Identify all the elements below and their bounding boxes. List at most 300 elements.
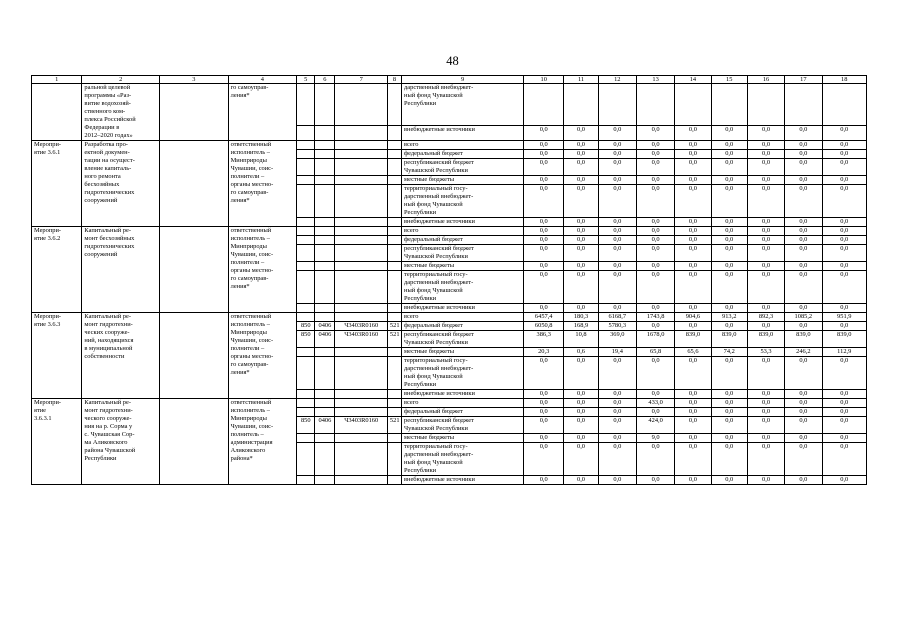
year-value-cell: 0,0 — [747, 176, 784, 185]
year-value-cell: 0,0 — [636, 271, 674, 304]
empty-cell — [160, 227, 229, 313]
year-value-cell: 0,0 — [747, 227, 784, 236]
column-number: 16 — [747, 76, 784, 84]
year-value-cell: 904,6 — [675, 313, 711, 322]
section-code-cell — [315, 185, 335, 218]
funding-source-cell: федеральный бюджет — [402, 322, 524, 331]
year-value-cell: 0,0 — [822, 245, 867, 262]
year-value-cell: 0,0 — [822, 271, 867, 304]
year-value-cell: 6457,4 — [524, 313, 564, 322]
year-value-cell: 0,0 — [747, 141, 784, 150]
year-value-cell — [675, 84, 711, 126]
measure-name-cell: Капитальный ре- монт гидротехни- ческого сооруже- ния на р. Сорма у с. Чувашская Сор- ма Аликовского района Чувашской Республики — [82, 399, 160, 485]
year-value-cell: 0,0 — [747, 159, 784, 176]
year-value-cell: 0,6 — [564, 348, 598, 357]
grbs-code-cell — [297, 434, 315, 443]
target-item-code-cell: Ч3403R0160 — [335, 322, 387, 331]
year-value-cell: 0,0 — [747, 434, 784, 443]
expense-type-code-cell — [387, 408, 401, 417]
year-value-cell: 0,0 — [675, 150, 711, 159]
year-value-cell — [822, 84, 867, 126]
year-value-cell: 0,0 — [636, 185, 674, 218]
responsible-executor-cell: ответственный исполнитель – Минприроды Чувашии, соис- полнители – органы местно- го самоуправ- ления* — [228, 227, 297, 313]
funding-source-cell: местные бюджеты — [402, 262, 524, 271]
year-value-cell: 0,0 — [747, 262, 784, 271]
year-value-cell: 74,2 — [711, 348, 747, 357]
target-item-code-cell — [335, 150, 387, 159]
expense-type-code-cell — [387, 159, 401, 176]
section-code-cell — [315, 218, 335, 227]
grbs-code-cell — [297, 476, 315, 485]
funding-source-cell: местные бюджеты — [402, 176, 524, 185]
year-value-cell: 0,0 — [598, 304, 636, 313]
year-value-cell: 839,0 — [747, 331, 784, 348]
expense-type-code-cell — [387, 262, 401, 271]
grbs-code-cell — [297, 357, 315, 390]
section-code-cell — [315, 271, 335, 304]
year-value-cell: 0,0 — [747, 408, 784, 417]
year-value-cell: 0,0 — [675, 227, 711, 236]
year-value-cell: 0,0 — [711, 304, 747, 313]
target-item-code-cell: Ч3403R0160 — [335, 417, 387, 434]
year-value-cell: 0,0 — [524, 141, 564, 150]
expense-type-code-cell — [387, 304, 401, 313]
expense-type-code-cell — [387, 357, 401, 390]
section-code-cell — [315, 399, 335, 408]
year-value-cell: 0,0 — [636, 262, 674, 271]
year-value-cell: 0,0 — [524, 271, 564, 304]
target-item-code-cell — [335, 313, 387, 322]
year-value-cell: 6050,8 — [524, 322, 564, 331]
responsible-executor-cell: го самоуправ- ления* — [228, 84, 297, 141]
year-value-cell: 0,0 — [711, 357, 747, 390]
expense-type-code-cell — [387, 390, 401, 399]
funding-source-cell: всего — [402, 227, 524, 236]
year-value-cell: 0,0 — [785, 357, 822, 390]
column-number: 14 — [675, 76, 711, 84]
year-value-cell: 0,0 — [822, 159, 867, 176]
budget-table — [31, 75, 867, 485]
section-code-cell — [315, 150, 335, 159]
grbs-code-cell — [297, 271, 315, 304]
section-code-cell — [315, 141, 335, 150]
year-value-cell: 0,0 — [564, 408, 598, 417]
year-value-cell: 0,0 — [785, 125, 822, 140]
year-value-cell: 0,0 — [822, 125, 867, 140]
year-value-cell: 0,0 — [822, 390, 867, 399]
year-value-cell: 0,0 — [598, 262, 636, 271]
target-item-code-cell — [335, 443, 387, 476]
expense-type-code-cell — [387, 443, 401, 476]
year-value-cell: 0,0 — [675, 476, 711, 485]
empty-cell — [160, 84, 229, 141]
year-value-cell: 0,0 — [785, 322, 822, 331]
target-item-code-cell — [335, 434, 387, 443]
expense-type-code-cell: 521 — [387, 417, 401, 434]
year-value-cell: 386,3 — [524, 331, 564, 348]
year-value-cell: 0,0 — [564, 159, 598, 176]
expense-type-code-cell: 521 — [387, 331, 401, 348]
year-value-cell: 0,0 — [598, 399, 636, 408]
expense-type-code-cell — [387, 434, 401, 443]
expense-type-code-cell: 521 — [387, 322, 401, 331]
grbs-code-cell — [297, 227, 315, 236]
year-value-cell — [785, 84, 822, 126]
expense-type-code-cell — [387, 476, 401, 485]
section-code-cell — [315, 262, 335, 271]
year-value-cell: 0,0 — [822, 357, 867, 390]
year-value-cell: 0,0 — [785, 417, 822, 434]
year-value-cell: 0,0 — [711, 262, 747, 271]
year-value-cell: 0,0 — [564, 185, 598, 218]
year-value-cell: 0,0 — [785, 390, 822, 399]
grbs-code-cell — [297, 218, 315, 227]
year-value-cell: 168,9 — [564, 322, 598, 331]
funding-source-cell: республиканский бюджет Чувашской Республики — [402, 245, 524, 262]
year-value-cell: 65,6 — [675, 348, 711, 357]
year-value-cell: 0,0 — [524, 357, 564, 390]
year-value-cell: 0,0 — [785, 176, 822, 185]
year-value-cell: 0,0 — [822, 304, 867, 313]
year-value-cell: 0,0 — [675, 125, 711, 140]
year-value-cell: 0,0 — [524, 476, 564, 485]
year-value-cell: 0,0 — [598, 176, 636, 185]
section-code-cell — [315, 84, 335, 126]
year-value-cell: 0,0 — [785, 443, 822, 476]
year-value-cell: 0,0 — [675, 322, 711, 331]
funding-source-cell: федеральный бюджет — [402, 408, 524, 417]
year-value-cell: 0,0 — [636, 176, 674, 185]
target-item-code-cell — [335, 399, 387, 408]
year-value-cell: 0,0 — [598, 159, 636, 176]
target-item-code-cell — [335, 476, 387, 485]
section-code-cell: 0406 — [315, 322, 335, 331]
grbs-code-cell — [297, 390, 315, 399]
expense-type-code-cell — [387, 150, 401, 159]
column-number: 9 — [402, 76, 524, 84]
year-value-cell: 0,0 — [564, 434, 598, 443]
expense-type-code-cell — [387, 227, 401, 236]
section-code-cell — [315, 348, 335, 357]
grbs-code-cell — [297, 443, 315, 476]
expense-type-code-cell — [387, 218, 401, 227]
year-value-cell: 0,0 — [524, 218, 564, 227]
year-value-cell: 0,0 — [785, 236, 822, 245]
year-value-cell: 0,0 — [636, 141, 674, 150]
grbs-code-cell — [297, 262, 315, 271]
year-value-cell: 0,0 — [598, 125, 636, 140]
year-value-cell: 0,0 — [711, 185, 747, 218]
section-code-cell — [315, 476, 335, 485]
expense-type-code-cell — [387, 271, 401, 304]
year-value-cell: 0,0 — [524, 176, 564, 185]
year-value-cell: 0,0 — [675, 141, 711, 150]
column-number: 11 — [564, 76, 598, 84]
year-value-cell: 0,0 — [636, 322, 674, 331]
year-value-cell: 0,0 — [822, 227, 867, 236]
year-value-cell: 0,0 — [822, 218, 867, 227]
year-value-cell: 0,0 — [524, 185, 564, 218]
year-value-cell: 0,0 — [636, 304, 674, 313]
funding-source-cell: внебюджетные источники — [402, 125, 524, 140]
funding-source-cell: федеральный бюджет — [402, 150, 524, 159]
funding-source-cell: территориальный госу- дарственный внебюджет- ный фонд Чувашской Республики — [402, 271, 524, 304]
year-value-cell: 0,0 — [675, 434, 711, 443]
year-value-cell: 0,0 — [598, 443, 636, 476]
year-value-cell: 0,0 — [636, 408, 674, 417]
year-value-cell: 0,0 — [785, 141, 822, 150]
year-value-cell: 839,0 — [675, 331, 711, 348]
section-code-cell — [315, 304, 335, 313]
year-value-cell: 0,0 — [564, 125, 598, 140]
section-code-cell — [315, 313, 335, 322]
year-value-cell: 0,0 — [636, 218, 674, 227]
grbs-code-cell — [297, 348, 315, 357]
target-item-code-cell — [335, 304, 387, 313]
measure-name-cell: Разработка про- ектной докумен- тации на осущест- вление капиталь- ного ремонта бесхозяйных гидротехнических сооружений — [82, 141, 160, 227]
year-value-cell: 0,0 — [564, 357, 598, 390]
column-number: 12 — [598, 76, 636, 84]
year-value-cell: 0,0 — [675, 390, 711, 399]
measure-number-cell — [32, 84, 82, 141]
year-value-cell: 0,0 — [675, 245, 711, 262]
year-value-cell: 0,0 — [747, 357, 784, 390]
target-item-code-cell — [335, 271, 387, 304]
year-value-cell: 0,0 — [564, 245, 598, 262]
year-value-cell: 0,0 — [822, 434, 867, 443]
funding-source-cell: республиканский бюджет Чувашской Республики — [402, 417, 524, 434]
funding-source-cell: всего — [402, 141, 524, 150]
year-value-cell: 0,0 — [747, 245, 784, 262]
year-value-cell: 0,0 — [636, 390, 674, 399]
year-value-cell — [524, 84, 564, 126]
year-value-cell: 0,0 — [822, 443, 867, 476]
year-value-cell: 0,0 — [711, 399, 747, 408]
year-value-cell: 0,0 — [636, 236, 674, 245]
funding-source-cell: местные бюджеты — [402, 434, 524, 443]
year-value-cell: 0,0 — [598, 218, 636, 227]
year-value-cell: 0,0 — [822, 141, 867, 150]
year-value-cell: 0,0 — [711, 141, 747, 150]
year-value-cell: 0,0 — [524, 227, 564, 236]
year-value-cell: 0,0 — [598, 141, 636, 150]
funding-source-cell: всего — [402, 313, 524, 322]
target-item-code-cell — [335, 141, 387, 150]
year-value-cell: 913,2 — [711, 313, 747, 322]
target-item-code-cell — [335, 227, 387, 236]
expense-type-code-cell — [387, 185, 401, 218]
grbs-code-cell — [297, 185, 315, 218]
responsible-executor-cell: ответственный исполнитель – Минприроды Чувашии, соис- полнители – органы местно- го самоуправ- ления* — [228, 313, 297, 399]
year-value-cell: 112,9 — [822, 348, 867, 357]
funding-source-cell: республиканский бюджет Чувашской Республики — [402, 159, 524, 176]
year-value-cell — [711, 84, 747, 126]
year-value-cell: 0,0 — [711, 218, 747, 227]
year-value-cell: 0,0 — [524, 304, 564, 313]
target-item-code-cell — [335, 159, 387, 176]
year-value-cell: 1085,2 — [785, 313, 822, 322]
year-value-cell: 0,0 — [822, 150, 867, 159]
year-value-cell: 0,0 — [675, 357, 711, 390]
year-value-cell: 0,0 — [675, 399, 711, 408]
table-row — [32, 313, 867, 322]
year-value-cell: 0,0 — [711, 227, 747, 236]
year-value-cell: 0,0 — [564, 150, 598, 159]
target-item-code-cell — [335, 348, 387, 357]
year-value-cell: 0,0 — [675, 304, 711, 313]
year-value-cell: 0,0 — [564, 271, 598, 304]
column-number-row — [32, 76, 867, 84]
column-number: 1 — [32, 76, 82, 84]
year-value-cell: 0,0 — [598, 271, 636, 304]
year-value-cell: 369,0 — [598, 331, 636, 348]
year-value-cell: 0,0 — [564, 227, 598, 236]
section-code-cell — [315, 408, 335, 417]
year-value-cell: 839,0 — [711, 331, 747, 348]
year-value-cell — [747, 84, 784, 126]
page-number: 48 — [446, 54, 459, 68]
year-value-cell: 0,0 — [564, 236, 598, 245]
year-value-cell: 0,0 — [524, 236, 564, 245]
year-value-cell: 0,0 — [564, 476, 598, 485]
year-value-cell: 0,0 — [822, 417, 867, 434]
funding-source-cell: территориальный госу- дарственный внебюджет- ный фонд Чувашской Республики — [402, 185, 524, 218]
year-value-cell: 0,0 — [524, 443, 564, 476]
section-code-cell — [315, 236, 335, 245]
section-code-cell — [315, 176, 335, 185]
table-row — [32, 84, 867, 126]
funding-source-cell: федеральный бюджет — [402, 236, 524, 245]
column-number: 17 — [785, 76, 822, 84]
year-value-cell: 0,0 — [747, 476, 784, 485]
year-value-cell: 10,8 — [564, 331, 598, 348]
year-value-cell: 0,0 — [747, 236, 784, 245]
responsible-executor-cell: ответственный исполнитель – Минприроды Чувашии, соис- полнитель – администрация Аликовского района* — [228, 399, 297, 485]
funding-source-cell: внебюджетные источники — [402, 218, 524, 227]
column-number: 18 — [822, 76, 867, 84]
year-value-cell: 0,0 — [747, 271, 784, 304]
table-row — [32, 141, 867, 150]
year-value-cell: 246,2 — [785, 348, 822, 357]
year-value-cell: 1678,0 — [636, 331, 674, 348]
year-value-cell: 0,0 — [747, 399, 784, 408]
year-value-cell: 0,0 — [564, 218, 598, 227]
year-value-cell: 5780,3 — [598, 322, 636, 331]
year-value-cell — [636, 84, 674, 126]
target-item-code-cell — [335, 262, 387, 271]
section-code-cell — [315, 159, 335, 176]
year-value-cell: 0,0 — [711, 271, 747, 304]
year-value-cell: 0,0 — [564, 390, 598, 399]
grbs-code-cell — [297, 399, 315, 408]
target-item-code-cell — [335, 176, 387, 185]
column-number: 5 — [297, 76, 315, 84]
year-value-cell: 0,0 — [636, 125, 674, 140]
expense-type-code-cell — [387, 141, 401, 150]
section-code-cell: 0406 — [315, 417, 335, 434]
grbs-code-cell — [297, 304, 315, 313]
year-value-cell: 0,0 — [785, 159, 822, 176]
year-value-cell: 0,0 — [598, 185, 636, 218]
grbs-code-cell — [297, 159, 315, 176]
year-value-cell: 0,0 — [747, 218, 784, 227]
year-value-cell: 0,0 — [524, 159, 564, 176]
year-value-cell: 0,0 — [785, 408, 822, 417]
year-value-cell: 1743,8 — [636, 313, 674, 322]
year-value-cell: 0,0 — [747, 443, 784, 476]
year-value-cell: 0,0 — [524, 262, 564, 271]
year-value-cell: 0,0 — [524, 390, 564, 399]
target-item-code-cell — [335, 408, 387, 417]
year-value-cell: 892,3 — [747, 313, 784, 322]
funding-source-cell: внебюджетные источники — [402, 390, 524, 399]
year-value-cell: 19,4 — [598, 348, 636, 357]
year-value-cell — [598, 84, 636, 126]
year-value-cell: 0,0 — [524, 408, 564, 417]
year-value-cell: 0,0 — [564, 417, 598, 434]
year-value-cell: 0,0 — [675, 417, 711, 434]
year-value-cell: 0,0 — [711, 390, 747, 399]
year-value-cell: 0,0 — [675, 408, 711, 417]
table-row — [32, 399, 867, 408]
section-code-cell — [315, 357, 335, 390]
year-value-cell: 0,0 — [711, 125, 747, 140]
measure-name-cell: Капитальный ре- монт бесхозяйных гидротехнических сооружений — [82, 227, 160, 313]
column-number: 10 — [524, 76, 564, 84]
year-value-cell: 0,0 — [598, 408, 636, 417]
grbs-code-cell — [297, 176, 315, 185]
expense-type-code-cell — [387, 84, 401, 126]
year-value-cell: 0,0 — [785, 185, 822, 218]
year-value-cell: 0,0 — [598, 236, 636, 245]
year-value-cell: 0,0 — [822, 322, 867, 331]
year-value-cell: 0,0 — [564, 304, 598, 313]
target-item-code-cell: Ч3403R0160 — [335, 331, 387, 348]
funding-source-cell: дарственный внебюджет- ный фонд Чувашской Республики — [402, 84, 524, 126]
year-value-cell: 0,0 — [822, 408, 867, 417]
expense-type-code-cell — [387, 313, 401, 322]
section-code-cell: 0406 — [315, 331, 335, 348]
year-value-cell: 0,0 — [785, 304, 822, 313]
year-value-cell: 0,0 — [675, 218, 711, 227]
year-value-cell: 0,0 — [564, 141, 598, 150]
year-value-cell: 9,0 — [636, 434, 674, 443]
grbs-code-cell — [297, 84, 315, 126]
year-value-cell: 0,0 — [785, 150, 822, 159]
target-item-code-cell — [335, 125, 387, 140]
year-value-cell: 0,0 — [675, 271, 711, 304]
measure-name-cell: Капитальный ре- монт гидротехни- ческих сооруже- ний, находящихся в муниципальной собственности — [82, 313, 160, 399]
year-value-cell: 53,3 — [747, 348, 784, 357]
funding-source-cell: внебюджетные источники — [402, 304, 524, 313]
year-value-cell: 0,0 — [636, 159, 674, 176]
section-code-cell — [315, 390, 335, 399]
year-value-cell: 0,0 — [785, 218, 822, 227]
year-value-cell: 0,0 — [636, 443, 674, 476]
measure-number-cell: Меропри- ятие 3.6.1 — [32, 141, 82, 227]
target-item-code-cell — [335, 185, 387, 218]
year-value-cell: 0,0 — [822, 262, 867, 271]
grbs-code-cell — [297, 408, 315, 417]
year-value-cell: 0,0 — [747, 150, 784, 159]
year-value-cell: 0,0 — [564, 399, 598, 408]
grbs-code-cell — [297, 150, 315, 159]
year-value-cell: 0,0 — [524, 417, 564, 434]
funding-source-cell: внебюджетные источники — [402, 476, 524, 485]
target-item-code-cell — [335, 245, 387, 262]
year-value-cell: 0,0 — [636, 357, 674, 390]
section-code-cell — [315, 125, 335, 140]
